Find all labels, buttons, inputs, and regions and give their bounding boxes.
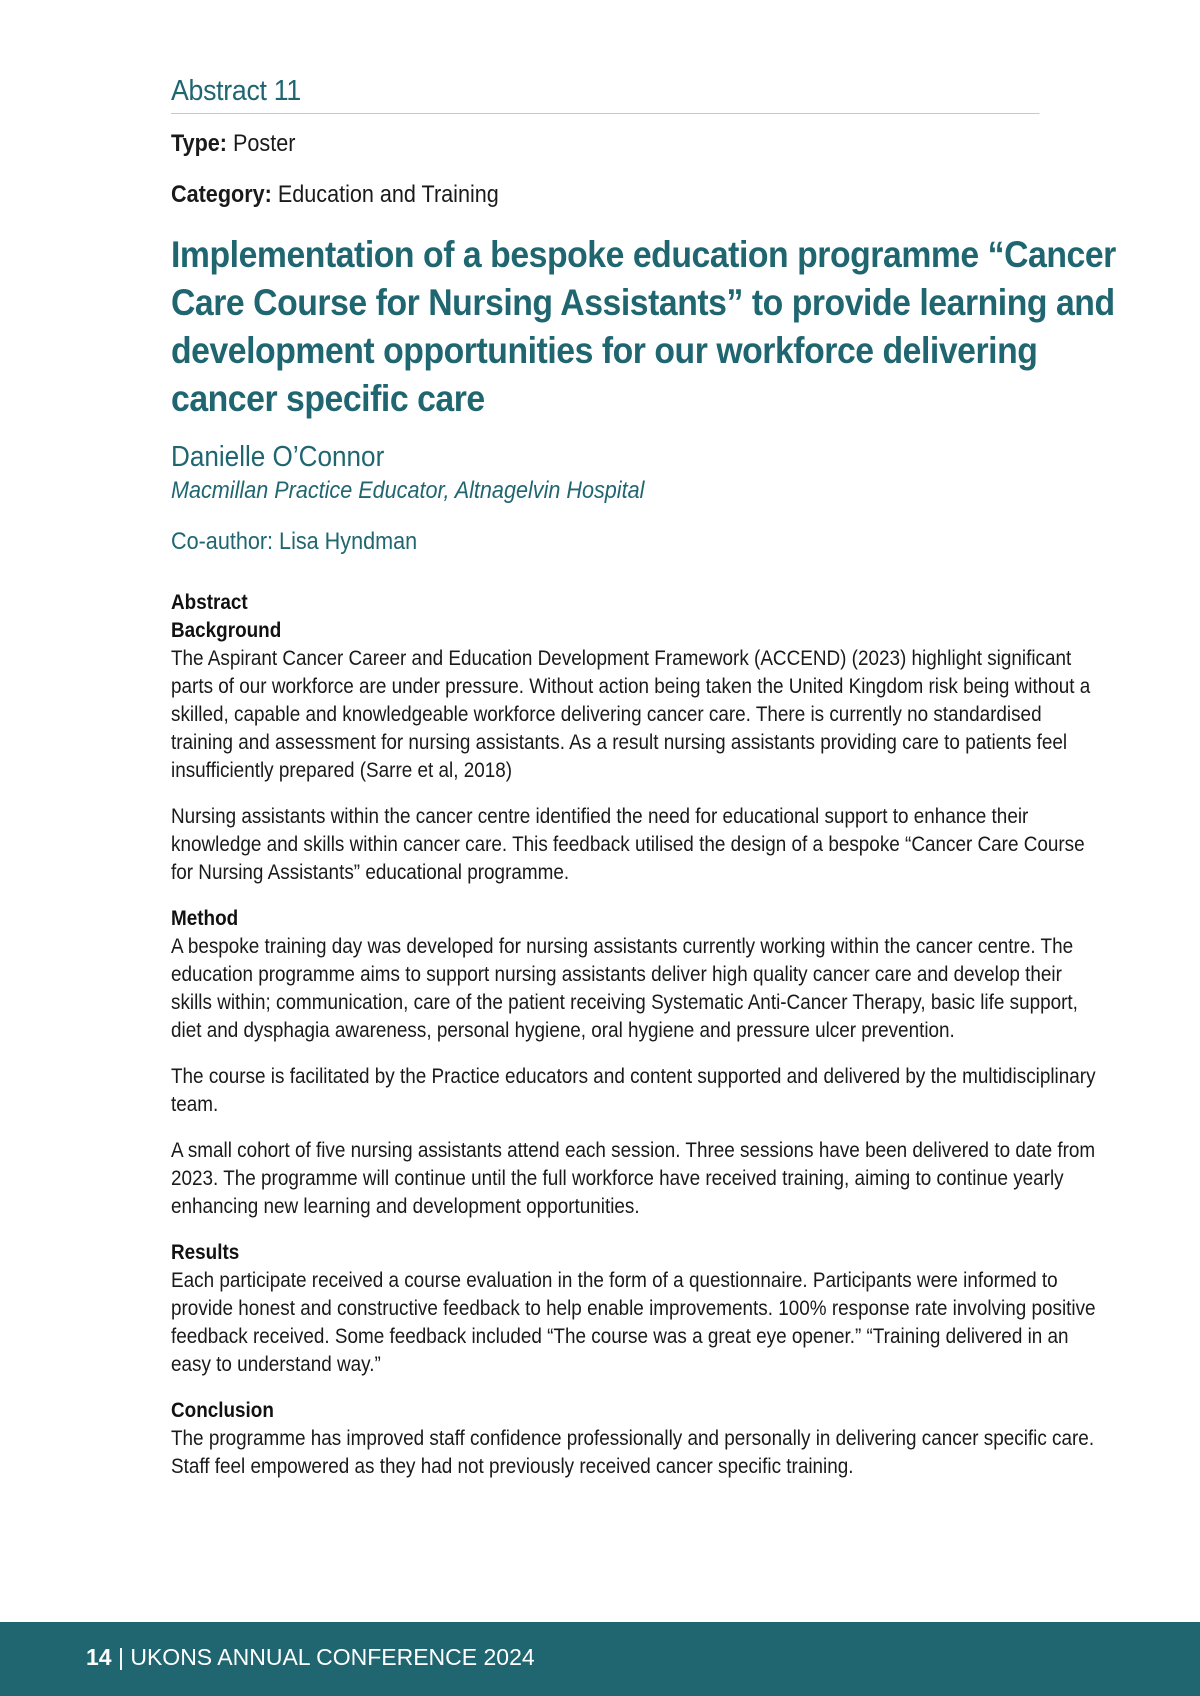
paragraph: The Aspirant Cancer Career and Education Development Framework (ACCEND) (2023) highlight significant parts of our workforce are under pressure. Without action being taken the United Kingdom risk being without a skilled, capable and knowledgeable workforce delivering cancer care. There is currently no standardised training and assessment for nursing assistants. As a result nursing assistants providing care to patients feel insufficiently prepared (Sarre et al, 2018) [171,646,1091,782]
category-label: Category: [171,180,272,208]
section-heading: Results [171,1240,240,1264]
abstract-body [171,589,1107,1481]
paragraph: The course is facilitated by the Practice educators and content supported and delivered by the multidisciplinary team. [171,1064,1096,1116]
author-affiliation: Macmillan Practice Educator, Altnagelvin Hospital [171,476,645,504]
page-footer [0,1622,1200,1696]
abstract-page [171,74,1115,1481]
footer-separator: | [111,1644,131,1670]
category-value: Education and Training [277,180,499,208]
paragraph: A bespoke training day was developed for nursing assistants currently working within the cancer centre. The education programme aims to support nursing assistants deliver high quality cancer care and develop their skills within; communication, care of the patient receiving Systematic Anti-Cancer Therapy, basic life support, diet and dysphagia awareness, personal hygiene, oral hygiene and pressure ulcer prevention. [171,934,1078,1042]
section-heading: Conclusion [171,1398,274,1422]
section-method [171,905,1107,1221]
paragraph: A small cohort of five nursing assistants attend each session. Three sessions have been delivered to date from 2023. The programme will continue until the full workforce have received training, aiming to continue yearly enhancing new learning and development opportunities. [171,1138,1096,1218]
footer-text [86,1644,535,1672]
type-value: Poster [233,129,296,157]
abstract-title: Implementation of a bespoke education programme “Cancer Care Course for Nursing Assistants” to provide learning and development opportunities for our workforce delivering cancer specific care [171,233,1116,420]
section-results [171,1239,1107,1379]
page-number: 14 [86,1644,112,1670]
paragraph: The programme has improved staff confidence professionally and personally in delivering cancer specific care. Staff feel empowered as they had not previously received cancer specific training. [171,1426,1095,1478]
abstract-heading: Abstract [171,590,248,614]
abstract-number: Abstract 11 [171,74,1039,114]
section-background [171,617,1107,887]
paragraph: Each participate received a course evaluation in the form of a questionnaire. Participants were informed to provide honest and constructive feedback to help enable improvements. 100% response rate involving positive feedback received. Some feedback included “The course was a great eye opener.” “Training delivered in an easy to understand way.” [171,1268,1096,1376]
type-label: Type: [171,129,228,157]
section-heading: Method [171,906,239,930]
category-line [171,179,1021,210]
type-line [171,128,1021,159]
section-heading: Background [171,618,282,642]
conference-name: UKONS ANNUAL CONFERENCE 2024 [130,1644,535,1670]
author-name: Danielle O’Connor [171,441,385,474]
section-conclusion [171,1397,1107,1481]
paragraph: Nursing assistants within the cancer centre identified the need for educational support to enhance their knowledge and skills within cancer care. This feedback utilised the design of a bespoke “Cancer Care Course for Nursing Assistants” educational programme. [171,804,1085,884]
coauthor: Co-author: Lisa Hyndman [171,527,418,555]
